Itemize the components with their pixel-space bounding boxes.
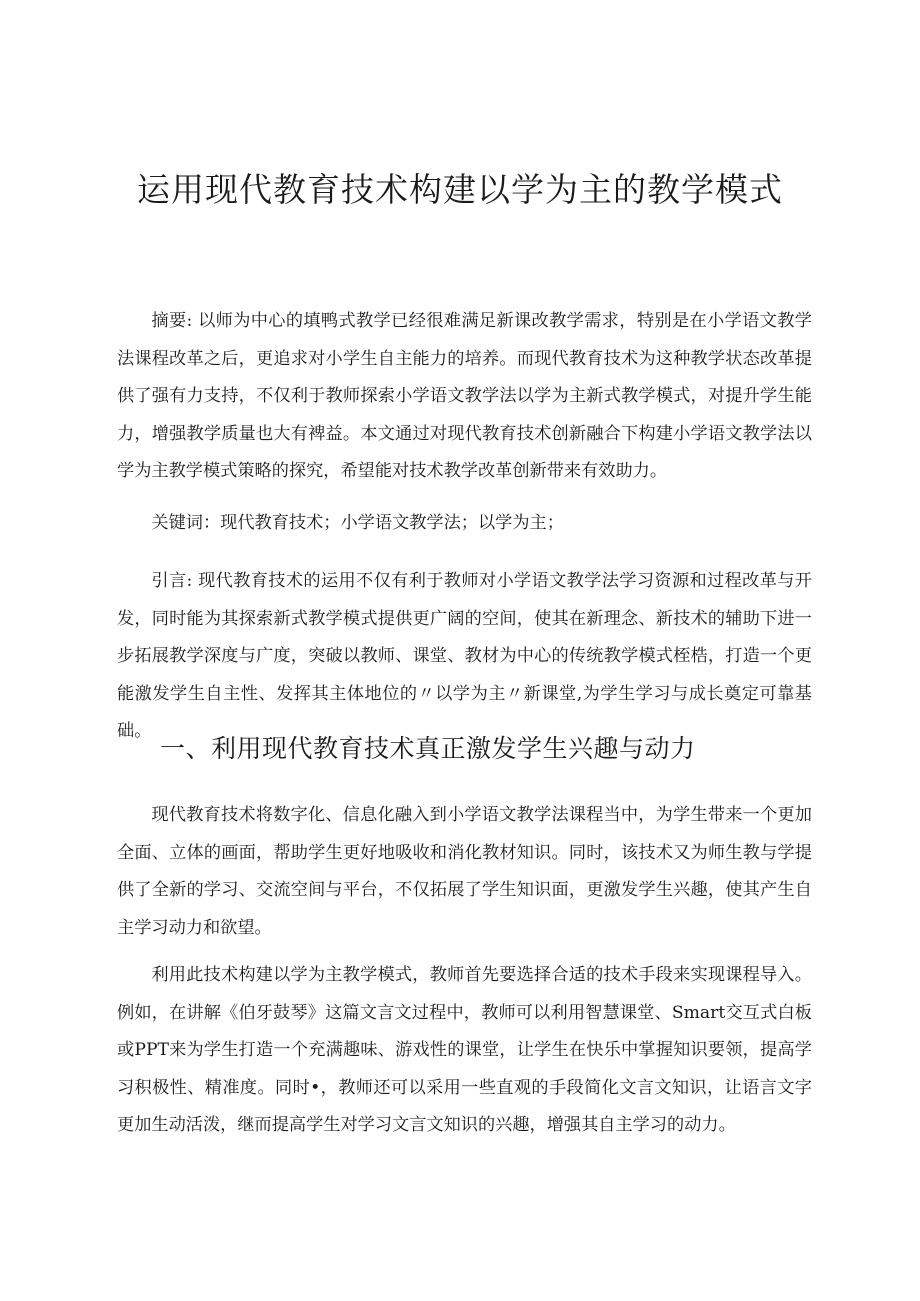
abstract-paragraph: 摘要: 以师为中心的填鸭式教学已经很难满足新课改教学需求，特别是在小学语文教学法课程改革之后，更追求对小学生自主能力的培养。而现代教育技术为这种教学状态改革提供了强有力支持，不仅利于教师探索小学语文教学法以学为主新式教学模式，对提升学生能力，增强教学质量也大有裨益。本文通过对现代教育技术创新融合下构建小学语文教学法以学为主教学模式策略的探究，希望能对技术教学改革创新带来有效助力。 — [117, 311, 812, 481]
keywords-paragraph: 关键词：现代教育技术；小学语文教学法；以学为主； — [151, 513, 564, 533]
section-heading: 一、利用现代教育技术真正激发学生兴趣与动力 — [160, 734, 696, 763]
body-paragraph: 利用此技术构建以学为主教学模式，教师首先要选择合适的技术手段来实现课程导入。例如，在讲解《伯牙鼓琴》这篇文言文过程中，教师可以利用智慧课堂、Smart交互式白板或PPT来为学生打造一个充满趣味、游戏性的课堂，让学生在快乐中掌握知识要领，提高学习积极性、精准度。同时•，教师还可以采用一些直观的手段简化文言文知识，让语言文字更加生动活泼，继而提高学生对学习文言文知识的兴趣，增强其自主学习的动力。 — [117, 965, 812, 1135]
body-paragraph: 现代教育技术将数字化、信息化融入到小学语文教学法课程当中，为学生带来一个更加全面、立体的画面，帮助学生更好地吸收和消化教材知识。同时，该技术又为师生教与学提供了全新的学习、交流空间与平台，不仅拓展了学生知识面，更激发学生兴趣，使其产生自主学习动力和欲望。 — [117, 805, 812, 938]
introduction-paragraph: 引言: 现代教育技术的运用不仅有利于教师对小学语文教学法学习资源和过程改革与开发，同时能为其探索新式教学模式提供更广阔的空间，使其在新理念、新技术的辅助下进一步拓展教学深度与广度，突破以教师、课堂、教材为中心的传统教学模式桎梏，打造一个更能激发学生自主性、发挥其主体地位的〃以学为主〃新课堂,为学生学习与成长奠定可靠基础。 — [117, 571, 812, 741]
document-title: 运用现代教育技术构建以学为主的教学模式 — [137, 170, 783, 209]
